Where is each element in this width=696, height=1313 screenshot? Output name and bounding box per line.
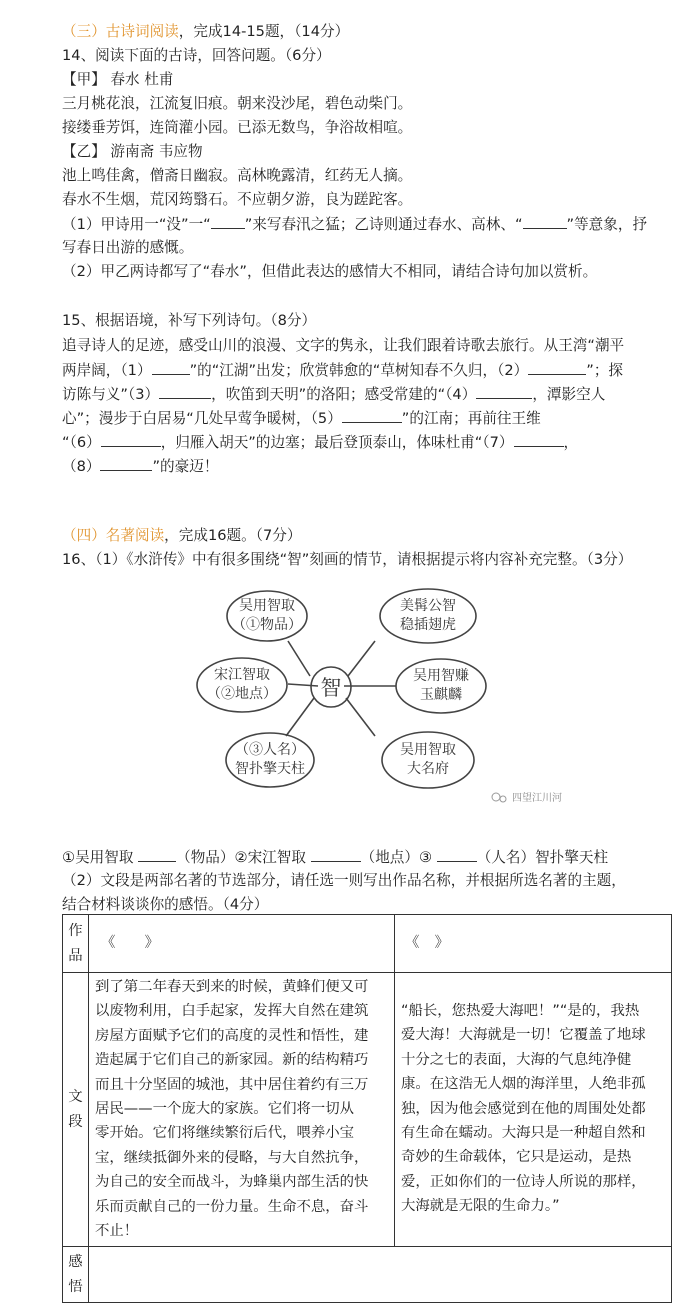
diagram-node-line: （③人名） [235,742,305,758]
q15-line6 [62,456,218,477]
poem2-line2: 春水不生烟，荒冈筠翳石。不应朝夕游，良为蹉跎客。 [62,191,413,208]
q15-line2 [62,360,623,381]
section4-heading [62,526,301,546]
answer-blank[interactable] [437,847,477,862]
poem2-title: 【乙】 游南斋 韦应物 [62,143,203,160]
work-title-cell-1[interactable]: 《 》 [89,915,395,973]
poem1-line1: 三月桃花浪，江流复旧痕。朝来没沙尾，碧色动柴门。 [62,95,413,112]
q15-text: ”的豪迈！ [152,458,219,475]
passage-sea: “船长，您热爱大海吧！”“是的，我热 爱大海！大海就是一切！它覆盖了地球 十分之七的表面，大海的气息纯净健 康。在这浩无人烟的海洋里，人绝非孤 独，因为他会感觉到在他的周围处处都 有生命在蠕动。大海只是一种超自然和 奇妙的生命载体，它只是运动，是热 爱，正如你们的一位诗人所说的那样， 大海就是无限的生命力。” [395,973,672,1247]
section3-suffix: ，完成14-15题，（14分） [178,23,350,40]
q14-sub2: （2）甲乙两诗都写了“春水”，但借此表达的感情大不相同，请结合诗句加以赏析。 [62,263,598,280]
q15-text: ，吹笛到天明”的洛阳；感受常建的“（4） [211,386,477,403]
diagram-node-line: 智扑擎天柱 [235,761,305,777]
q15-text: ，归雁入胡天”的边塞；最后登顶泰山，体味杜甫“（7） [160,434,514,451]
q15-text: ， [563,434,579,451]
answer-blank[interactable] [159,384,211,399]
q16-sub2-line1: （2）文段是两部名著的节选部分，请任选一则写出作品名称，并根据所选名著的主题， [62,872,626,889]
q16-answer-text: （物品）②宋江智取 [176,849,306,866]
answer-blank[interactable] [100,456,152,471]
answer-blank[interactable] [311,847,361,862]
watermark-text: 四望江川河 [512,793,562,804]
passage-wasps: 到了第二年春天到来的时候，黄蜂们便又可 以废物利用，白手起家，发挥大自然在建筑 房屋方面赋予它们的高度的灵性和悟性，建 造起属于它们自己的新家园。新的结构精巧 而且十分坚固的城池，其中居住着约有三万 居民——一个庞大的家族。它们将一切从 零开始。它们将继续繁衍后代，喂养小宝 宝，继续抵御外来的侵略，与大自然抗争， 为自己的安全而战斗，为蜂巢内部生活的快 乐而贡献自己的一份力量。生命不息，奋斗 不止！ [89,973,395,1247]
answer-blank[interactable] [211,214,245,229]
diagram-node-line: 稳插翅虎 [400,617,456,633]
poem1-title: 【甲】 春水 杜甫 [62,71,174,88]
section3-heading [62,22,349,42]
q15-text: ”；探 [586,362,624,379]
diagram-node-line: 玉麒麟 [420,687,462,703]
q16-sub2-line2: 结合材料谈谈你的感悟。（4分） [62,896,269,913]
answer-blank[interactable] [528,360,586,375]
watermark [492,791,562,804]
work-title-cell-2[interactable]: 《 》 [395,915,672,973]
header-passage: 文 段 [63,973,89,1247]
q15-line5 [62,432,578,453]
q16-answer-text: （人名）智扑擎天柱 [476,849,609,866]
diagram-node-line: 吴用智取 [400,742,456,758]
diagram-node-line: 美髯公智 [400,598,456,614]
q15-text: 两岸阔，（1） [62,362,152,379]
q14-sub1 [62,214,647,235]
answer-blank[interactable] [101,432,161,447]
diagram-node-line: 宋江智取 [214,667,270,683]
diagram-node-line: 大名府 [407,761,449,777]
q16-stem: 16、（1）《水浒传》中有很多围绕“智”刻画的情节，请根据提示将内容补充完整。（3分） [62,551,633,568]
q15-text: 访陈与义”（3） [62,386,160,403]
q15-text: （8） [62,458,101,475]
q14-stem: 14、阅读下面的古诗，回答问题。（6分） [62,47,331,64]
answer-blank[interactable] [514,432,564,447]
q15-text: 心”；漫步于白居易“几处早莺争暖树，（5） [62,410,342,427]
q15-line4 [62,408,541,429]
q15-line3 [62,384,605,405]
q16-answer-line [62,847,608,868]
q14-sub1-text-c: ”等意象，抒 [566,216,648,233]
section4-suffix: ，完成16题。（7分） [164,527,302,544]
answer-blank[interactable] [342,408,402,423]
q16-answer-text: ①吴用智取 [62,849,134,866]
section3-title: （三）古诗词阅读 [62,23,179,40]
q15-line1: 追寻诗人的足迹，感受山川的浪漫、文字的隽永，让我们跟着诗歌去旅行。从王湾“潮平 [62,337,625,354]
diagram-node-line: （②地点） [207,686,277,702]
q15-text: ”的江南；再前往王维 [401,410,541,427]
zhi-diagram [170,586,590,812]
answer-blank[interactable] [523,214,567,229]
diagram-center: 智 [320,676,342,700]
q14-sub1-text-a: （1）甲诗用一“没”一“ [62,216,211,233]
q14-sub1-text-b: ”来写春汛之猛；乙诗则通过春水、高林、“ [244,216,523,233]
q15-text: ”的“江湖”出发；欣赏韩愈的“草树知春不久归，（2） [189,362,529,379]
diagram-node-line: （①物品） [232,617,302,633]
answer-table [62,914,672,1303]
q15-text: ，潭影空人 [532,386,606,403]
header-work: 作 品 [63,915,89,973]
q15-stem: 15、根据语境，补写下列诗句。（8分） [62,312,317,329]
poem1-line2: 接缕垂芳饵，连筒灌小园。已添无数鸟，争浴故相喧。 [62,119,413,136]
q15-text: “（6） [62,434,101,451]
section4-title: （四）名著阅读 [62,527,165,544]
diagram-node-line: 吴用智取 [239,598,295,614]
feeling-answer-cell[interactable] [89,1247,672,1303]
poem2-line1: 池上鸣佳禽，僧斋日幽寂。高林晚露清，红药无人摘。 [62,167,413,184]
answer-blank[interactable] [152,360,190,375]
q14-sub1-line2: 写春日出游的感慨。 [62,239,194,256]
q16-answer-text: （地点）③ [360,849,433,866]
answer-blank[interactable] [138,847,176,862]
header-feeling: 感 悟 [63,1247,89,1303]
answer-blank[interactable] [476,384,532,399]
diagram-node-line: 吴用智赚 [413,668,469,684]
